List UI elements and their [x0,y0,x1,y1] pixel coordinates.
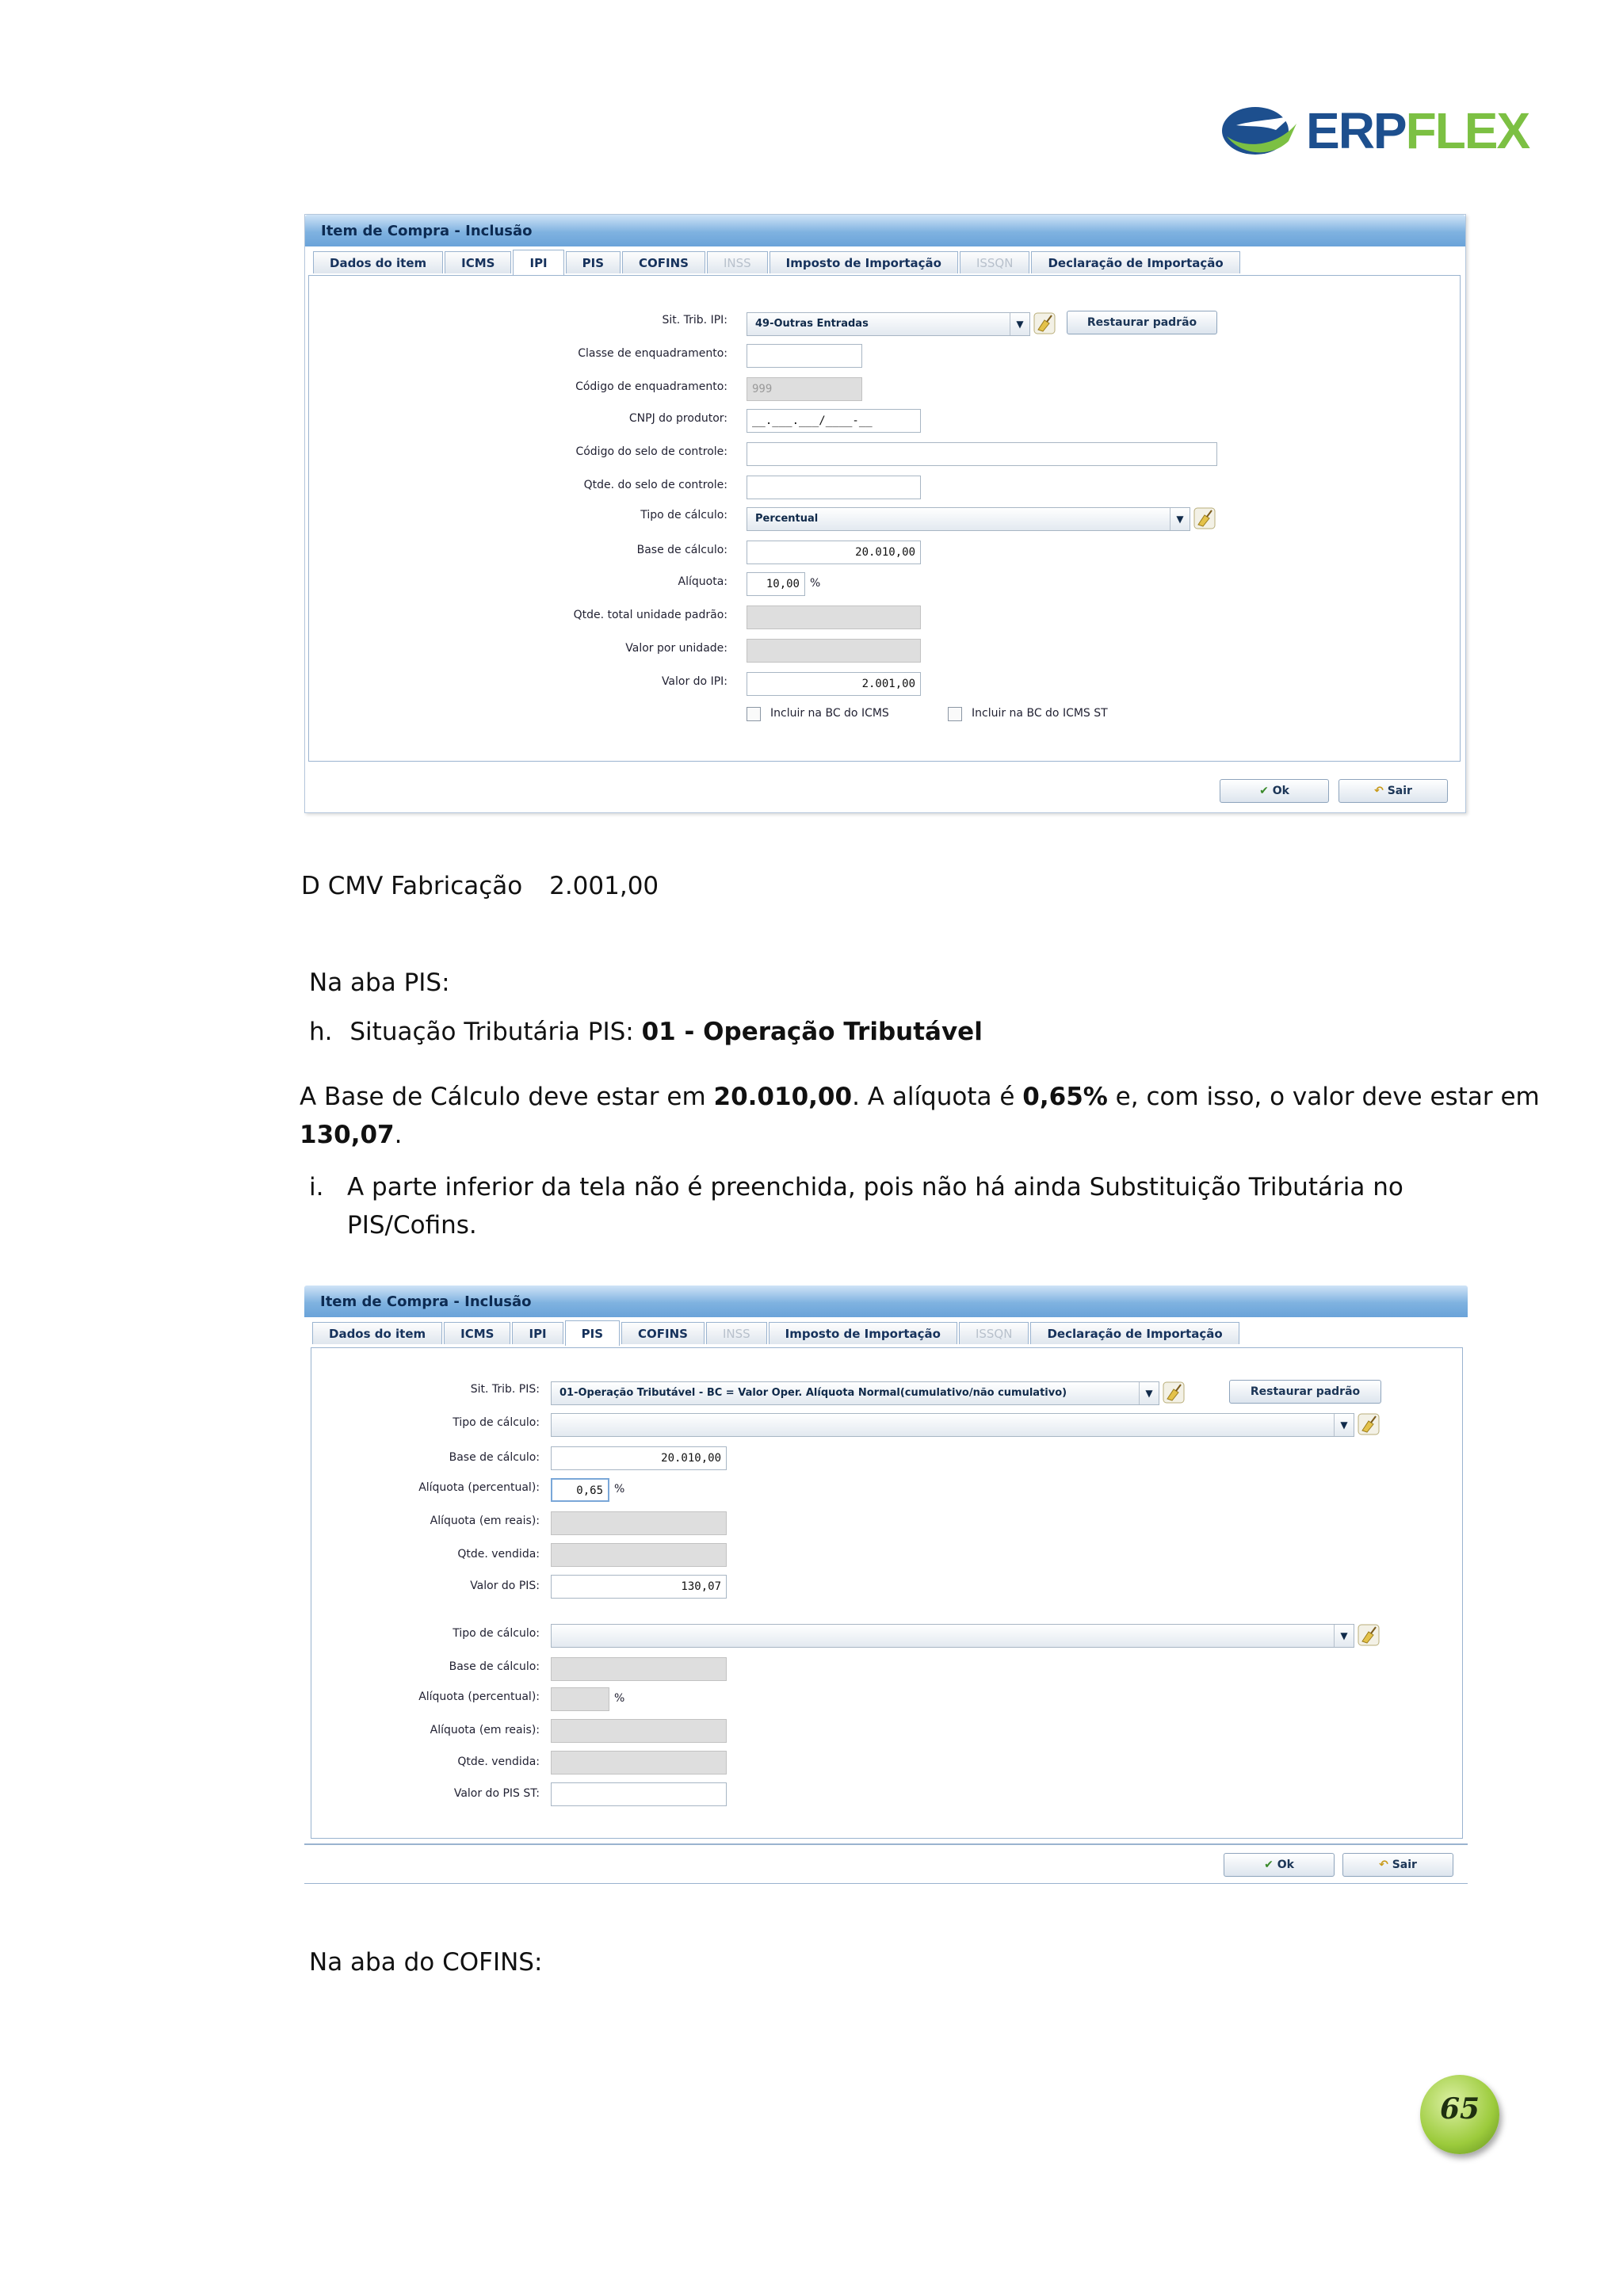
check-icon: ✔ [1264,1859,1274,1871]
base-calculo-label: Base de cálculo: [449,1451,540,1464]
chevron-down-icon: ▼ [1170,508,1190,530]
restore-default-button[interactable]: Restaurar padrão [1229,1380,1381,1404]
sair-button-label: Sair [1387,785,1412,797]
sair-button[interactable] [1338,779,1448,803]
tipo-calculo-select[interactable] [747,507,1190,531]
dialog-ipi [304,214,1466,813]
st-qtde-vendida-input [551,1751,727,1775]
tab-dados-do-item[interactable]: Dados do item [312,1322,442,1344]
tab-dados-do-item[interactable]: Dados do item [313,251,443,273]
paragraph-base [300,1083,1540,1111]
erpflex-logo [1220,101,1529,160]
para-b: 20.010,00 [713,1083,853,1111]
st-aliquota-reais-label: Alíquota (em reais): [430,1724,540,1736]
dialog-pis [304,1286,1468,1885]
tab-declaracao-importacao[interactable]: Declaração de Importação [1031,251,1239,273]
tipo-calculo-select[interactable] [551,1413,1354,1437]
sit-trib-ipi-label: Sit. Trib. IPI: [662,314,727,327]
para-c: . A alíquota é [852,1083,1023,1111]
aliquota-label: Alíquota: [678,575,727,588]
chevron-down-icon: ▼ [1334,1625,1354,1647]
broom-icon[interactable] [1193,507,1216,529]
paragraph-base-line2 [300,1121,403,1149]
aliquota-percentual-label: Alíquota (percentual): [418,1481,540,1494]
logo-flex: FLEX [1405,102,1529,159]
aliquota-percentual-input[interactable]: 0,65 [551,1478,609,1502]
qtde-vendida-label: Qtde. vendida: [457,1548,540,1561]
tab-inss: INSS [706,1322,767,1344]
qtde-selo-input[interactable] [747,476,921,499]
chevron-down-icon: ▼ [1334,1414,1354,1436]
valor-ipi-label: Valor do IPI: [661,675,727,688]
tab-icms[interactable]: ICMS [444,1322,510,1344]
qtde-vendida-input [551,1543,727,1567]
base-calculo-input[interactable]: 20.010,00 [747,541,921,564]
tab-cofins[interactable]: COFINS [622,251,705,273]
tab-panel [308,275,1461,762]
valor-pis-label: Valor do PIS: [470,1580,540,1592]
percent-sign: % [614,1483,625,1496]
sit-trib-pis-label: Sit. Trib. PIS: [470,1383,540,1396]
page-number: 65 [1439,2092,1480,2126]
aliquota-reais-input [551,1511,727,1535]
classe-enquadramento-input[interactable] [747,344,862,368]
tab-icms[interactable]: ICMS [445,251,511,273]
broom-icon[interactable] [1358,1624,1380,1646]
sit-trib-pis-select[interactable] [551,1381,1159,1405]
sit-trib-ipi-select[interactable] [747,312,1030,336]
base-calculo-input[interactable]: 20.010,00 [551,1446,727,1470]
chevron-down-icon: ▼ [1139,1382,1159,1404]
tab-cofins[interactable]: COFINS [621,1322,705,1344]
percent-sign: % [614,1692,625,1705]
ok-button[interactable] [1220,779,1329,803]
para-a: A Base de Cálculo deve estar em [300,1083,714,1111]
pis-tab-heading: Na aba PIS: [309,968,450,997]
percent-sign: % [810,577,821,590]
sit-trib-ipi-value: 49-Outras Entradas [755,318,869,330]
incluir-bc-icms-label: Incluir na BC do ICMS [770,707,889,720]
dialog-bottom-line [304,1883,1468,1884]
st-base-calculo-input [551,1657,727,1681]
item-h-marker: h. [309,1018,333,1046]
st-tipo-calculo-select[interactable] [551,1624,1354,1648]
codigo-selo-input[interactable] [747,442,1217,466]
st-aliquota-percentual-label: Alíquota (percentual): [418,1690,540,1703]
dialog-title-bar [305,215,1465,246]
tab-inss: INSS [707,251,768,273]
cmv-account: D CMV Fabricação [301,872,523,900]
st-valor-pis-label: Valor do PIS ST: [453,1787,540,1800]
tab-ipi[interactable]: IPI [512,1322,563,1344]
qtde-selo-label: Qtde. do selo de controle: [583,479,727,491]
para-g: . [394,1121,403,1149]
tipo-calculo-label: Tipo de cálculo: [640,509,727,521]
codigo-selo-label: Código do selo de controle: [575,445,727,458]
sit-trib-pis-value: 01-Operação Tributável - BC = Valor Oper. Alíquota Normal(cumulativo/não cumulativo) [559,1387,1067,1399]
base-calculo-label: Base de cálculo: [636,544,727,556]
tipo-calculo-label: Tipo de cálculo: [453,1416,540,1429]
valor-unidade-label: Valor por unidade: [625,642,727,655]
tab-panel [311,1347,1463,1839]
ok-button-label: Ok [1272,785,1289,797]
dialog-title: Item de Compra - Inclusão [321,223,533,239]
page-number-badge [1420,2075,1499,2154]
incluir-bc-icms-st-label: Incluir na BC do ICMS ST [972,707,1108,720]
st-tipo-calculo-label: Tipo de cálculo: [453,1627,540,1640]
item-i-marker: i. [309,1173,324,1201]
item-i-line2: PIS/Cofins. [347,1211,477,1240]
para-d: 0,65% [1022,1083,1108,1111]
tab-issqn: ISSQN [959,1322,1029,1344]
cofins-tab-heading: Na aba do COFINS: [309,1948,543,1977]
cnpj-produtor-label: CNPJ do produtor: [628,412,727,425]
ok-button-label: Ok [1277,1859,1294,1871]
valor-pis-input[interactable]: 130,07 [551,1575,727,1599]
valor-unidade-input [747,639,921,663]
aliquota-reais-label: Alíquota (em reais): [430,1515,540,1527]
st-valor-pis-input[interactable] [551,1782,727,1806]
logo-erp: ERP [1306,102,1406,159]
item-h-text: Situação Tributária PIS: [349,1018,642,1046]
tipo-calculo-value: Percentual [755,513,819,525]
valor-ipi-input[interactable]: 2.001,00 [747,672,921,696]
logo-swoosh-icon [1220,101,1300,160]
restore-default-button[interactable]: Restaurar padrão [1067,311,1217,334]
dialog-title: Item de Compra - Inclusão [320,1293,532,1310]
tab-imposto-importacao[interactable]: Imposto de Importação [769,1322,957,1344]
para-e: e, com isso, o valor deve estar em [1107,1083,1540,1111]
tab-imposto-importacao[interactable]: Imposto de Importação [769,251,958,273]
classe-enquadramento-label: Classe de enquadramento: [578,347,727,360]
sair-button-label: Sair [1392,1859,1417,1871]
tab-declaracao-importacao[interactable]: Declaração de Importação [1030,1322,1239,1344]
st-base-calculo-label: Base de cálculo: [449,1660,540,1673]
item-h-bold: 01 - Operação Tributável [641,1018,983,1046]
ok-button[interactable] [1224,1853,1335,1877]
tab-pis[interactable]: PIS [565,1320,620,1346]
dialog-footer-line [304,1843,1468,1845]
item-h [309,1018,983,1046]
undo-icon: ↶ [1379,1859,1388,1871]
check-icon: ✔ [1259,785,1269,797]
st-qtde-vendida-label: Qtde. vendida: [457,1755,540,1768]
item-i-line1: A parte inferior da tela não é preenchida, pois não há ainda Substituição Tributária no [347,1173,1403,1201]
cnpj-produtor-input[interactable]: __.___.___/____-__ [747,409,921,433]
incluir-bc-icms-st-checkbox[interactable] [948,707,962,721]
incluir-bc-icms-checkbox[interactable] [747,707,761,721]
broom-icon[interactable] [1358,1413,1380,1435]
cmv-value: 2.001,00 [549,872,659,900]
para-f: 130,07 [300,1121,395,1149]
broom-icon[interactable] [1163,1381,1185,1404]
tab-bar [312,1322,1241,1346]
tab-pis[interactable]: PIS [566,251,621,273]
tab-bar [313,251,1242,275]
chevron-down-icon: ▼ [1010,313,1029,335]
undo-icon: ↶ [1374,785,1384,797]
codigo-enquadramento-label: Código de enquadramento: [575,380,727,393]
qtde-total-input [747,606,921,629]
codigo-enquadramento-input: 999 [747,377,862,401]
sair-button[interactable] [1342,1853,1453,1877]
tab-issqn: ISSQN [960,251,1030,273]
logo-wordmark [1306,103,1529,159]
broom-icon[interactable] [1033,312,1056,334]
tab-ipi[interactable]: IPI [513,250,563,275]
st-aliquota-percentual-input [551,1687,609,1711]
dialog-title-bar [304,1286,1468,1317]
st-aliquota-reais-input [551,1719,727,1743]
aliquota-input[interactable]: 10,00 [747,572,805,596]
cmv-line [301,872,659,900]
qtde-total-label: Qtde. total unidade padrão: [573,609,727,621]
